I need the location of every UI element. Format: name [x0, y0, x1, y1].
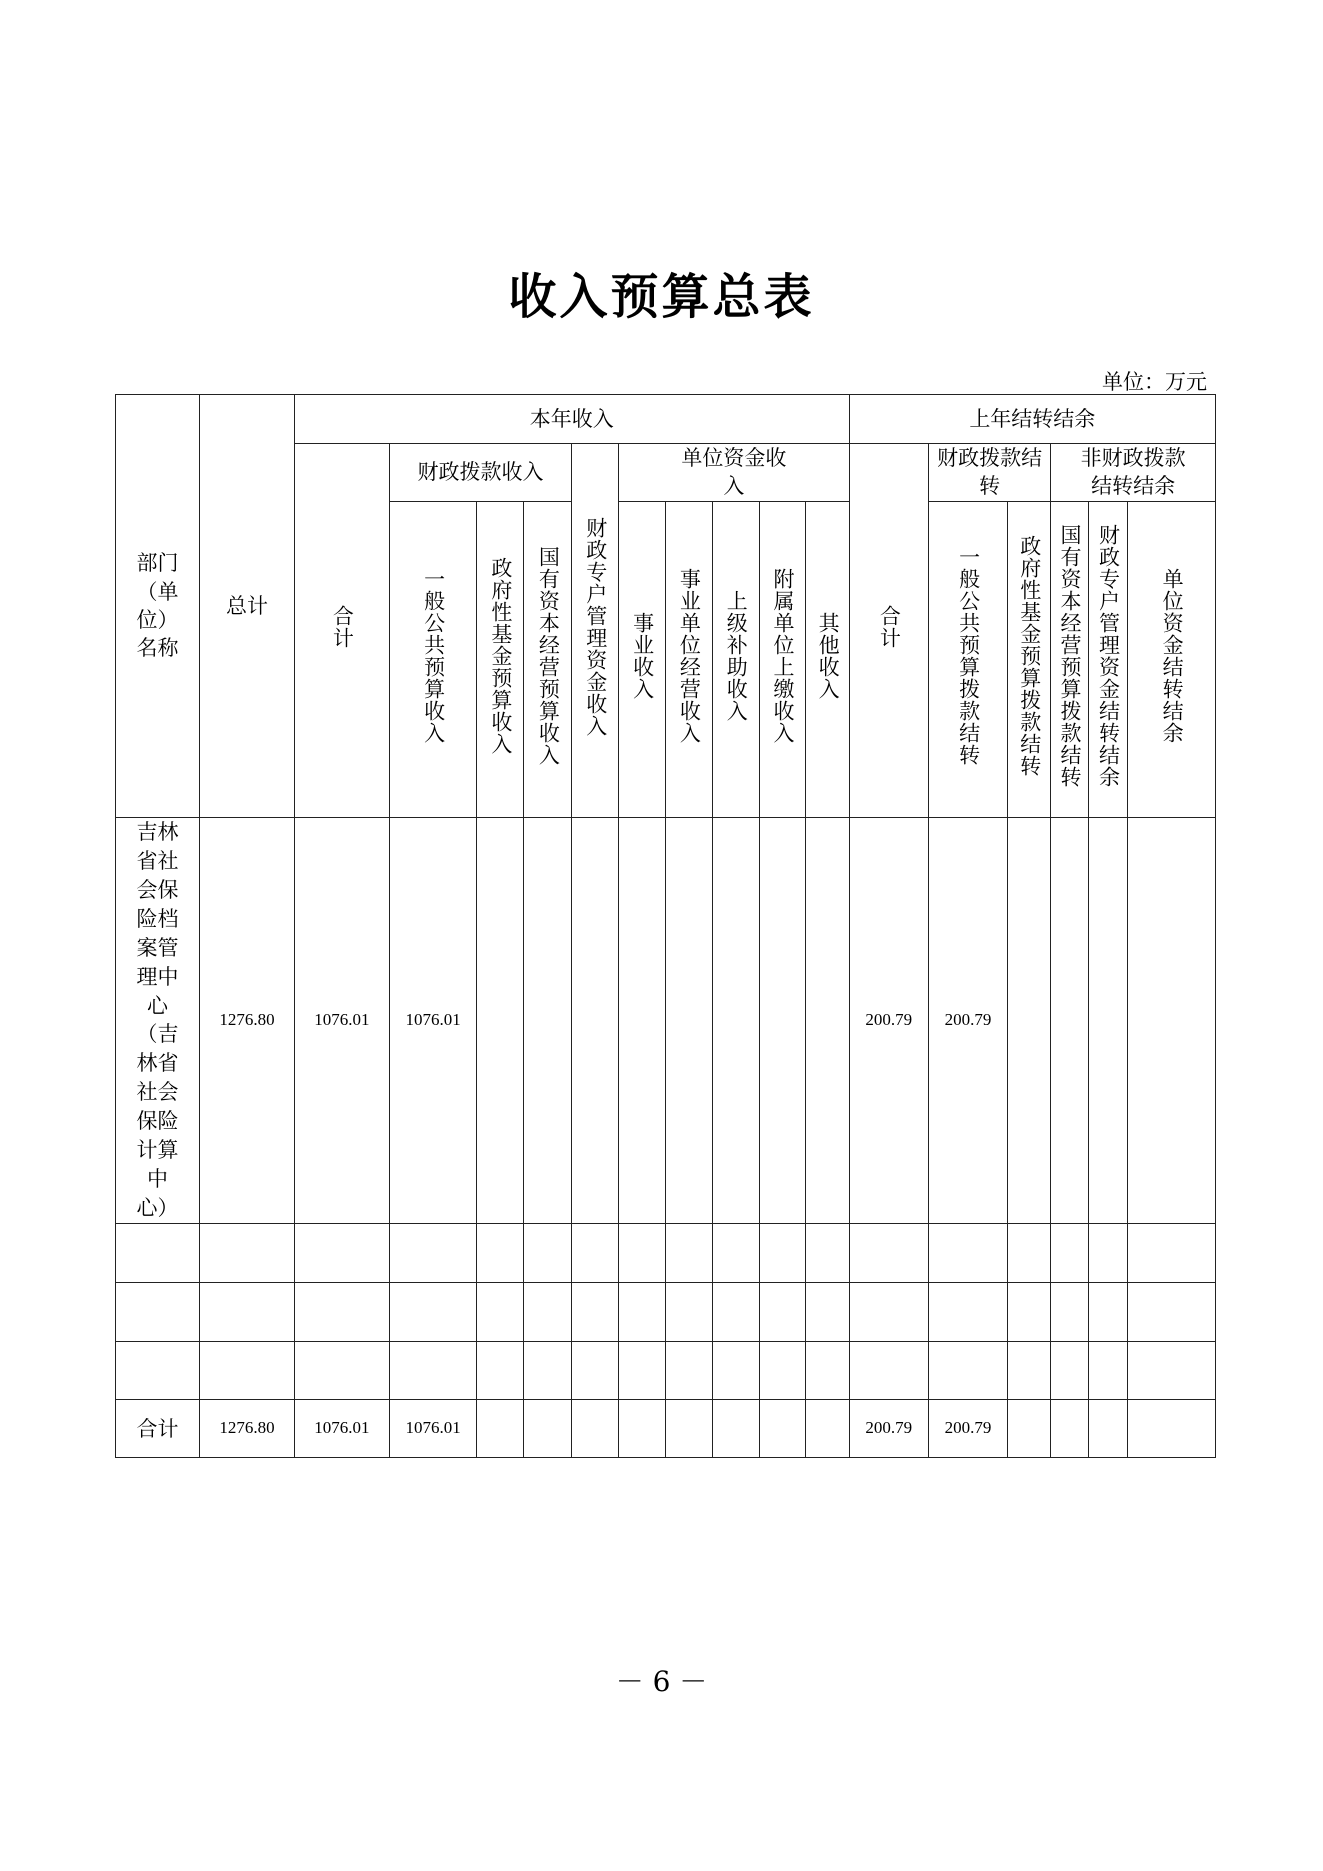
row-py-general: 200.79 — [928, 817, 1007, 1224]
header-unit-funds: 单位资金收入 — [619, 444, 850, 502]
header-dept: 部门（单位）名称 — [116, 395, 200, 818]
table-row — [116, 817, 1216, 1224]
header-state-capital: 国有资本经营预算收入 — [524, 501, 572, 817]
header-current-year: 本年收入 — [294, 395, 849, 444]
header-subsidy: 上级补助收入 — [712, 501, 759, 817]
row-dept-name: 吉林省社会保险档案管理中心（吉林省社会保险计算中心） — [116, 817, 200, 1224]
income-budget-table — [115, 394, 1216, 1458]
sum-total: 1276.80 — [200, 1400, 295, 1458]
table-row — [116, 1283, 1216, 1342]
header-fiscal-special: 财政专户管理资金收入 — [572, 444, 619, 818]
row-cy-total: 1076.01 — [294, 817, 389, 1224]
page-title: 收入预算总表 — [508, 269, 815, 325]
unit-label: 单位：万元 — [1102, 370, 1207, 394]
row-py-total: 200.79 — [849, 817, 928, 1224]
sum-label: 合计 — [116, 1400, 200, 1458]
header-affiliated: 附属单位上缴收入 — [759, 501, 806, 817]
header-total: 总计 — [200, 395, 295, 818]
table-row — [116, 1224, 1216, 1283]
header-cy-total: 合计 — [294, 444, 389, 818]
header-operating: 事业单位经营收入 — [665, 501, 712, 817]
header-other: 其他收入 — [806, 501, 849, 817]
header-nonfiscal-carry: 非财政拨款结转结余 — [1051, 444, 1216, 502]
header-gov-fund: 政府性基金预算收入 — [477, 501, 524, 817]
header-py-general: 一般公共预算拨款结转 — [928, 501, 1007, 817]
header-py-total: 合计 — [849, 444, 928, 818]
header-general-public: 一般公共预算收入 — [389, 501, 477, 817]
row-general-public: 1076.01 — [389, 817, 477, 1224]
row-total: 1276.80 — [200, 817, 295, 1224]
sum-py-total: 200.79 — [849, 1400, 928, 1458]
header-fiscal-carry: 财政拨款结转 — [928, 444, 1050, 502]
header-business: 事业收入 — [619, 501, 666, 817]
page-number: － 6 － — [615, 1665, 708, 1698]
sum-row — [116, 1400, 1216, 1458]
header-fiscal-alloc: 财政拨款收入 — [389, 444, 572, 502]
table-row — [116, 1342, 1216, 1400]
header-prev-year: 上年结转结余 — [849, 395, 1215, 444]
sum-cy-total: 1076.01 — [294, 1400, 389, 1458]
header-py-fiscal-special: 财政专户管理资金结转结余 — [1088, 501, 1128, 817]
header-py-unit-funds: 单位资金结转结余 — [1128, 501, 1216, 817]
sum-py-general: 200.79 — [928, 1400, 1007, 1458]
header-py-gov-fund: 政府性基金预算拨款结转 — [1008, 501, 1051, 817]
header-py-state-capital: 国有资本经营预算拨款结转 — [1051, 501, 1088, 817]
sum-general-public: 1076.01 — [389, 1400, 477, 1458]
